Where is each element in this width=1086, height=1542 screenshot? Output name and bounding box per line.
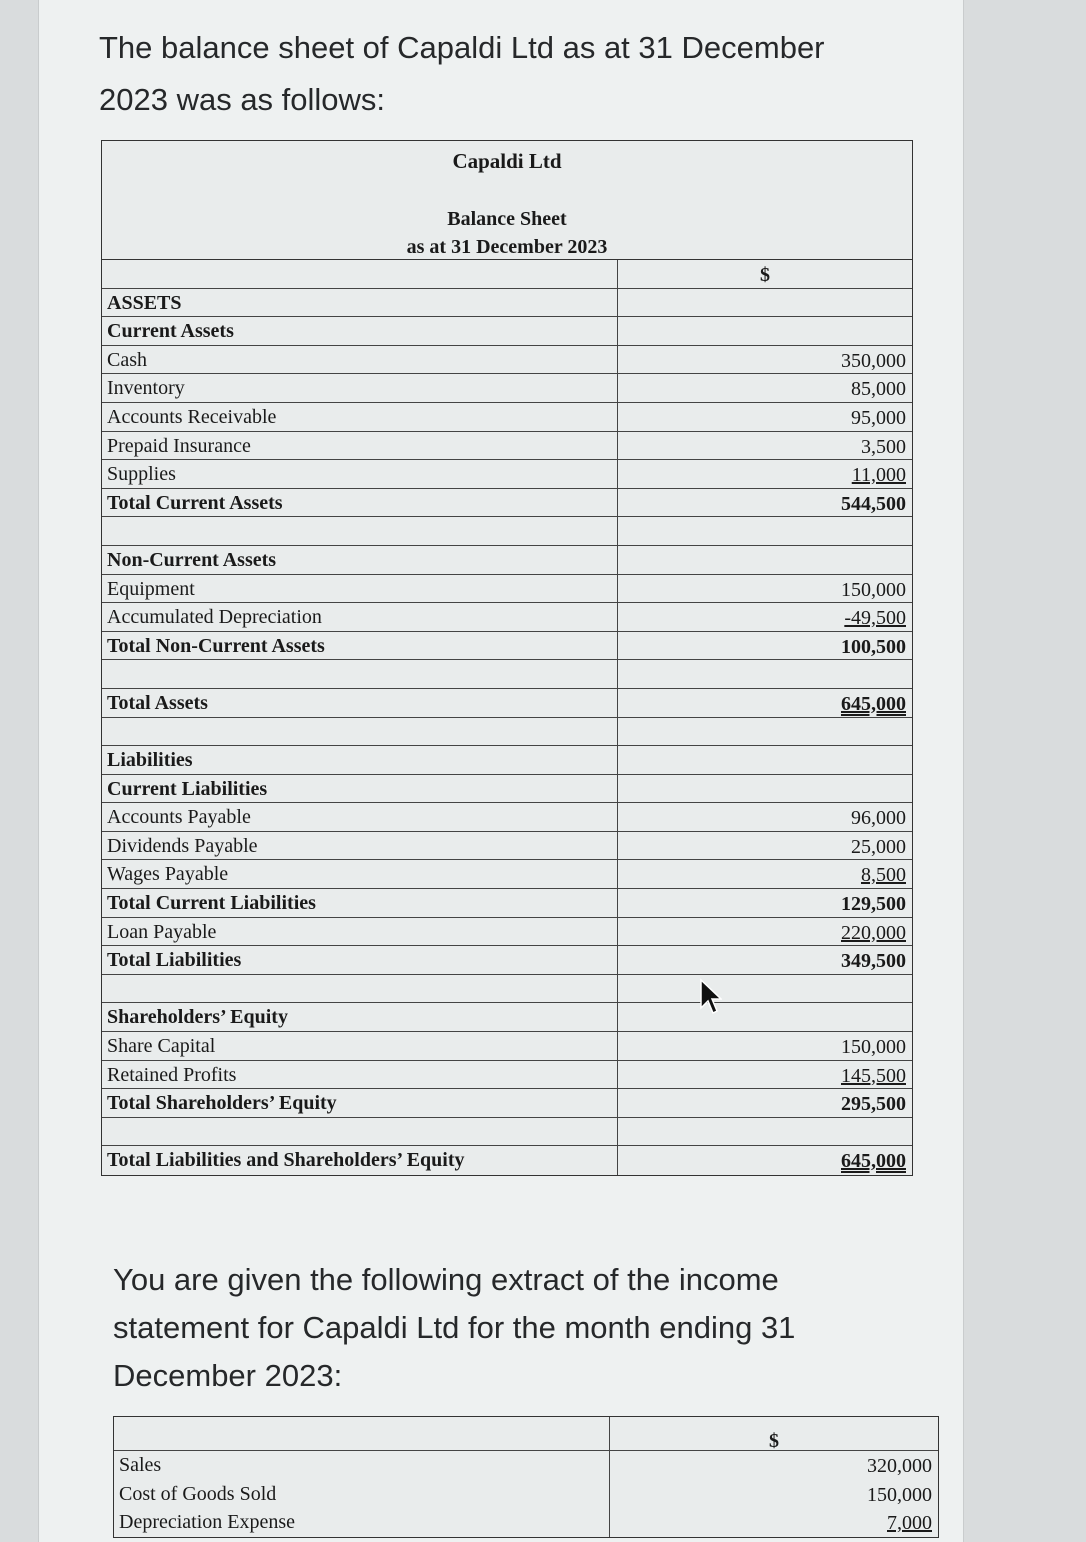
row-label: Prepaid Insurance <box>102 432 618 460</box>
row-value: 320,000 <box>867 1455 932 1477</box>
row-value: 150,000 <box>841 578 906 601</box>
row-value: 3,500 <box>861 435 906 458</box>
row-label: Liabilities <box>102 746 618 774</box>
table-row <box>102 803 912 832</box>
table-row <box>102 1089 912 1118</box>
table-row <box>102 1032 912 1061</box>
table-row <box>102 517 912 546</box>
row-label: Current Assets <box>102 317 618 345</box>
table-row <box>102 346 912 375</box>
row-label: Non-Current Assets <box>102 546 618 574</box>
row-value <box>618 317 912 345</box>
row-label <box>102 517 618 545</box>
row-label: Total Current Liabilities <box>102 889 618 917</box>
statement-date: as at 31 December 2023 <box>406 236 608 258</box>
row-value <box>618 289 912 317</box>
row-value: 645,000 <box>841 692 906 715</box>
row-value: 150,000 <box>867 1483 932 1506</box>
table-row <box>102 889 912 918</box>
row-value: 25,000 <box>851 835 906 858</box>
table-row <box>102 632 912 661</box>
table-row <box>102 832 912 861</box>
row-value: 544,500 <box>841 492 906 515</box>
row-label: Depreciation Expense <box>114 1508 610 1537</box>
row-label: Sales <box>114 1451 610 1480</box>
row-label: ASSETS <box>102 289 618 317</box>
currency-header-row <box>114 1417 938 1451</box>
row-label: Cash <box>102 346 618 374</box>
row-label: Inventory <box>102 374 618 402</box>
row-label: Supplies <box>102 460 618 488</box>
statement-title: Balance Sheet <box>447 208 567 230</box>
row-label <box>102 718 618 746</box>
table-row <box>102 289 912 318</box>
table-row <box>114 1508 938 1537</box>
table-row <box>102 546 912 575</box>
page <box>38 0 964 1542</box>
currency-header: $ <box>769 1430 779 1452</box>
row-label <box>102 660 618 688</box>
table-row <box>102 718 912 747</box>
table-row <box>102 1003 912 1032</box>
row-value: 11,000 <box>851 464 906 487</box>
table-row <box>102 1146 912 1175</box>
currency-header-row <box>102 260 912 289</box>
row-label: Current Liabilities <box>102 775 618 803</box>
row-label <box>114 1417 610 1450</box>
row-value: -49,500 <box>844 607 906 630</box>
row-value <box>618 546 912 574</box>
row-value <box>618 1003 912 1031</box>
row-label: Equipment <box>102 575 618 603</box>
row-label <box>102 260 618 288</box>
row-value: 95,000 <box>851 406 906 429</box>
row-value: 645,000 <box>841 1150 906 1173</box>
table-row <box>102 317 912 346</box>
table-row <box>102 746 912 775</box>
table-row <box>102 1118 912 1147</box>
row-label: Shareholders’ Equity <box>102 1003 618 1031</box>
row-value: 96,000 <box>851 807 906 830</box>
row-value <box>618 660 912 688</box>
table-row <box>102 603 912 632</box>
table-row <box>102 860 912 889</box>
row-label: Loan Payable <box>102 918 618 946</box>
balance-sheet-header <box>102 141 912 260</box>
row-value: 100,500 <box>841 635 906 658</box>
table-row <box>102 1061 912 1090</box>
row-value <box>618 718 912 746</box>
row-value: 129,500 <box>841 893 906 916</box>
row-value: 7,000 <box>887 1512 932 1535</box>
row-label: Share Capital <box>102 1032 618 1060</box>
intro-text: The balance sheet of Capaldi Ltd as at 31 December 2023 was as follows: <box>99 30 825 117</box>
currency-header: $ <box>760 264 770 286</box>
row-label: Total Shareholders’ Equity <box>102 1089 618 1117</box>
row-label: Accounts Payable <box>102 803 618 831</box>
row-label: Retained Profits <box>102 1061 618 1089</box>
row-label: Accumulated Depreciation <box>102 603 618 631</box>
row-label: Total Liabilities and Shareholders’ Equity <box>102 1146 618 1175</box>
income-statement-table <box>113 1416 939 1538</box>
row-label <box>102 1118 618 1146</box>
table-row <box>114 1451 938 1480</box>
row-value: 85,000 <box>851 378 906 401</box>
row-label: Dividends Payable <box>102 832 618 860</box>
table-row <box>102 946 912 975</box>
table-row <box>102 660 912 689</box>
row-label: Accounts Receivable <box>102 403 618 431</box>
balance-sheet-table <box>101 140 913 1176</box>
table-row <box>102 374 912 403</box>
row-label: Total Liabilities <box>102 946 618 974</box>
table-row <box>114 1480 938 1509</box>
row-value: 350,000 <box>841 349 906 372</box>
row-value: 295,500 <box>841 1093 906 1116</box>
row-value <box>618 746 912 774</box>
row-value <box>618 517 912 545</box>
row-value: 145,500 <box>841 1064 906 1087</box>
row-label: Total Non-Current Assets <box>102 632 618 660</box>
company-name: Capaldi Ltd <box>452 149 562 173</box>
table-row <box>102 689 912 718</box>
table-row <box>102 775 912 804</box>
row-value: 150,000 <box>841 1036 906 1059</box>
row-label: Cost of Goods Sold <box>114 1480 610 1509</box>
row-value <box>618 1118 912 1146</box>
income-intro-text: You are given the following extract of the income statement for Capaldi Ltd for the month ending 31 December 2023: <box>113 1262 796 1393</box>
row-value <box>618 975 912 1003</box>
row-label <box>102 975 618 1003</box>
table-row <box>102 575 912 604</box>
row-value: 220,000 <box>841 921 906 944</box>
table-row <box>102 460 912 489</box>
row-value <box>618 775 912 803</box>
table-row <box>102 975 912 1004</box>
table-row <box>102 918 912 947</box>
table-row <box>102 403 912 432</box>
table-row <box>102 489 912 518</box>
mouse-pointer-icon <box>698 978 722 1018</box>
row-value: 8,500 <box>861 864 906 887</box>
row-label: Wages Payable <box>102 860 618 888</box>
row-value: 349,500 <box>841 950 906 973</box>
table-row <box>102 432 912 461</box>
row-label: Total Assets <box>102 689 618 717</box>
row-label: Total Current Assets <box>102 489 618 517</box>
